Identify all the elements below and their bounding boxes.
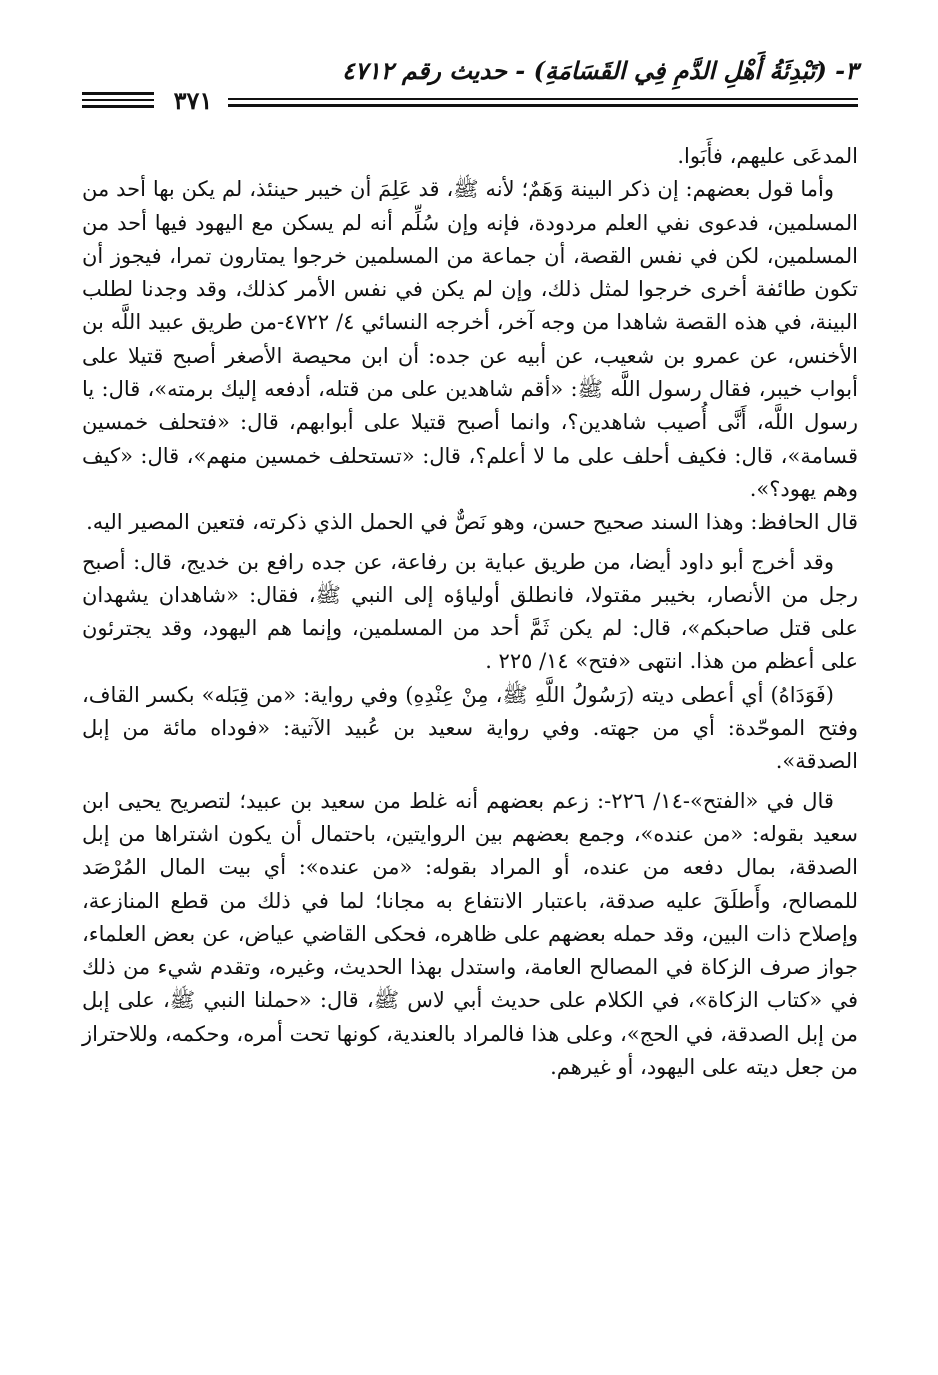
paragraph-4: وقد أخرج أبو داود أيضا، من طريق عباية بن رفاعة، عن جده رافع بن خديج، قال: أصبح رجل من الأنصار، بخيبر مقتولا، فانطلق أولياؤه إلى النبي ﷺ، فقال: «شاهدان يشهدان على قتل صاحبكم»، قال: لم يكن ثَمَّ أحد من المسلمين، وإنما هم اليهود، وقد يجترئون على أعظم من هذا. انتهى «فتح» ١٤/ ٢٢٥ . [82, 549, 858, 674]
paragraph-3: قال الحافظ: وهذا السند صحيح حسن، وهو نَصٌّ في الحمل الذي ذكرته، فتعين المصير اليه. [86, 510, 858, 535]
paragraph-1: المدعَى عليهم، فأَبَوا. [677, 144, 858, 168]
header-left-rules [82, 92, 154, 112]
paragraph-6: قال في «الفتح»-١٤/ ٢٢٦-: زعم بعضهم أنه غلط من سعيد بن عبيد؛ لتصريح يحيى ابن سعيد بقوله: «من عنده»، وجمع بعضهم بين الروايتين، باحتمال أن يكون اشتراها من إبل الصدقة، بمال دفعه من عنده، أو المراد بقوله: «من عنده»: أي بيت المال المُرْصَد للمصالح، وأَطلَقَ عليه صدقة، باعتبار الانتفاع به مجانا؛ لما في ذلك من قطع المنازعة، وإصلاح ذات البين، وقد حمله بعضهم على ظاهره، فحكى القاضي عياض، عن بعض العلماء، جواز صرف الزكاة في المصالح العامة، واستدل بهذا الحديث، وغيره، وتقدم شيء من ذلك في «كتاب الزكاة»، في الكلام على حديث أبي لاس ﷺ، قال: «حملنا النبي ﷺ، على إبل من إبل الصدقة، في الحج»، وعلى هذا فالمراد بالعندية، كونها تحت أمره، وحكمه، وللاحتراز من جعل ديته على اليهود، أو غيرهم. [82, 788, 858, 1080]
page-header [82, 48, 858, 118]
header-rule [228, 98, 858, 100]
header-rule-thick [228, 104, 858, 107]
page-number: ٣٧١ [173, 86, 213, 115]
page-body [82, 140, 858, 1084]
paragraph-2: وأما قول بعضهم: إن ذكر البينة وَهَمٌ؛ لأنه ﷺ، قد عَلِمَ أن خيبر حينئذ، لم يكن بها أحد من المسلمين، فدعوى نفي العلم مردودة، فإنه وإن سُلِّم أنه لم يسكن مع اليهود فيها أحد من المسلمين، لكن في نفس القصة، أن جماعة من المسلمين خرجوا يمتارون تمرا، فيجوز أن تكون طائفة أخرى خرجوا لمثل ذلك، وإن لم يكن في نفس الأمر كذلك، وقد وجدنا لطلب البينة، في هذه القصة شاهدا من وجه آخر، أخرجه النسائي ٤/ ٤٧٢٢-من طريق عبيد اللَّه بن الأخنس، عن عمرو بن شعيب، عن أبيه عن جده: أن ابن محيصة الأصغر أصبح قتيلا على أبواب خيبر، فقال رسول اللَّه ﷺ: «أقم شاهدين على من قتله، أدفعه إليك برمته»، قال: يا رسول اللَّه، أَنَّى أُصيب شاهدين؟، وانما أصبح قتيلا على أبوابهم، قال: «فتحلف خمسين قسامة»، قال: فكيف أحلف على ما لا أعلم؟، قال: «تستحلف خمسين منهم»، قال: «كيف وهم يهود؟». [82, 177, 858, 501]
running-title: ٣- (تَبْدِئَةُ أَهْلِ الدَّمِ فِي القَسَامَةِ) - حديث رقم ٤٧١٢ [341, 56, 858, 85]
paragraph-5: (فَوَدَاهُ) أي أعطى ديته (رَسُولُ اللَّهِ ﷺ، مِنْ عِنْدِهِ) وفي رواية: «من قِبَله» بكسر القاف، وفتح الموحّدة: أي من جهته. وفي رواية سعيد بن عُبيد الآتية: «فوداه مائة من إبل الصدقة». [82, 682, 858, 774]
